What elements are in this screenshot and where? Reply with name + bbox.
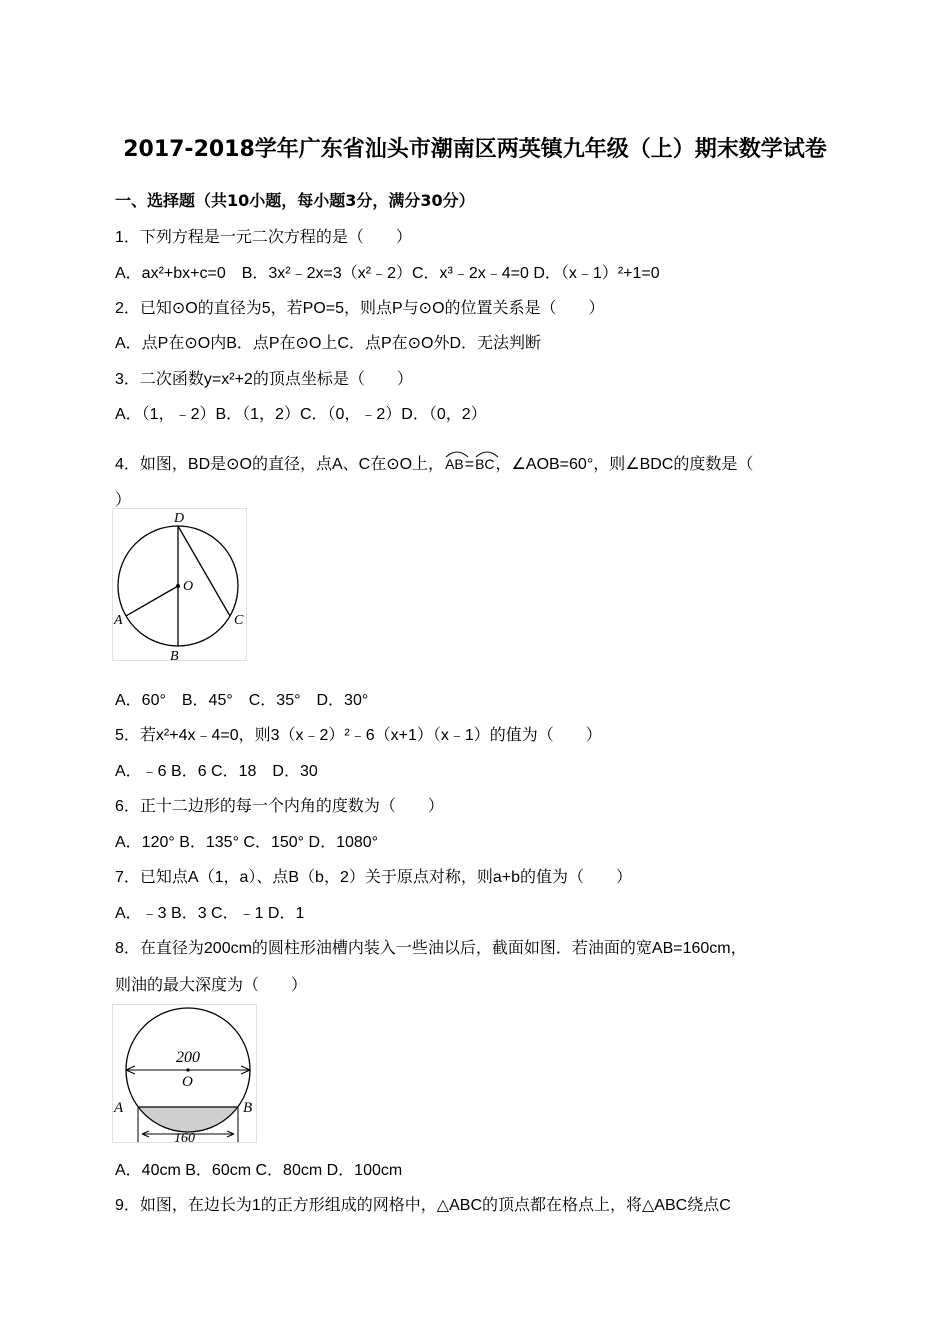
question-1-stem: 1．下列方程是一元二次方程的是（ ） xyxy=(115,229,412,246)
question-8-stem-cont: 则油的最大深度为（ ） xyxy=(115,977,308,994)
chord-dc xyxy=(178,526,230,616)
question-4-options: A．60° B．45° C．35° D．30° xyxy=(115,692,369,709)
question-4-stem-part-a: 4．如图，BD是⊙O的直径，点A、C在⊙O上， xyxy=(115,456,445,473)
question-2-stem: 2．已知⊙O的直径为5，若PO=5，则点P与⊙O的位置关系是（ ） xyxy=(115,300,605,317)
label-200: 200 xyxy=(176,1049,200,1066)
question-5-stem: 5．若x²+4x﹣4=0，则3（x﹣2）²﹣6（x+1）（x﹣1）的值为（ ） xyxy=(115,727,602,744)
arc-ab: AB xyxy=(444,456,465,472)
question-9-stem: 9．如图，在边长为1的正方形组成的网格中，△ABC的顶点都在格点上，将△ABC绕点C xyxy=(115,1197,731,1214)
label-d: D xyxy=(174,511,185,526)
label-160: 160 xyxy=(174,1131,195,1144)
question-8-options: A．40cm B．60cm C．80cm D．100cm xyxy=(115,1162,403,1179)
label-o: O xyxy=(183,579,194,594)
question-3-options: A．（1，﹣2）B．（1，2）C．（0，﹣2）D．（0，2） xyxy=(115,406,487,423)
arc-ab-mark xyxy=(444,448,470,458)
label-b-tank: B xyxy=(243,1100,253,1116)
arc-bc: BC xyxy=(474,456,495,472)
arc-equals: = xyxy=(464,456,475,473)
label-c: C xyxy=(234,613,244,628)
question-7-stem: 7．已知点A（1，a）、点B（b，2）关于原点对称，则a+b的值为（ ） xyxy=(115,869,632,886)
question-6-options: A．120° B．135° C．150° D．1080° xyxy=(115,834,379,851)
question-4-stem-cont: ） xyxy=(115,492,132,509)
question-7-options: A．﹣3 B．3 C．﹣1 D．1 xyxy=(115,905,305,922)
label-b: B xyxy=(170,649,179,664)
label-o-tank: O xyxy=(182,1074,193,1090)
question-1-options: A．ax²+bx+c=0 B．3x²﹣2x=3（x²﹣2）C．x³﹣2x﹣4=0 D．（x﹣1）²+1=0 xyxy=(115,265,660,282)
question-6-stem: 6．正十二边形的每一个内角的度数为（ ） xyxy=(115,798,444,815)
label-a: A xyxy=(114,613,123,628)
section-heading: 一、选择题（共10小题，每小题3分，满分30分） xyxy=(115,191,475,210)
question-4-stem xyxy=(115,451,753,474)
page-title: 2017-2018学年广东省汕头市潮南区两英镇九年级（上）期末数学试卷 xyxy=(123,137,827,162)
question-8-stem: 8．在直径为200cm的圆柱形油槽内装入一些油以后，截面如图．若油面的宽AB=160cm， xyxy=(115,940,747,957)
question-2-options: A．点P在⊙O内B．点P在⊙O上C．点P在⊙O外D．无法判断 xyxy=(115,335,542,352)
label-a-tank: A xyxy=(114,1100,124,1116)
question-3-stem: 3．二次函数y=x²+2的顶点坐标是（ ） xyxy=(115,371,413,388)
question-4-stem-part-b: ，∠AOB=60°，则∠BDC的度数是（ xyxy=(495,456,754,473)
figure-oil-tank xyxy=(112,1004,258,1144)
question-5-options: A．﹣6 B．6 C．18 D．30 xyxy=(115,763,318,780)
figure-circle-diameter-bd xyxy=(112,508,248,664)
arc-bc-mark xyxy=(474,448,500,458)
radius-oa xyxy=(126,586,178,616)
